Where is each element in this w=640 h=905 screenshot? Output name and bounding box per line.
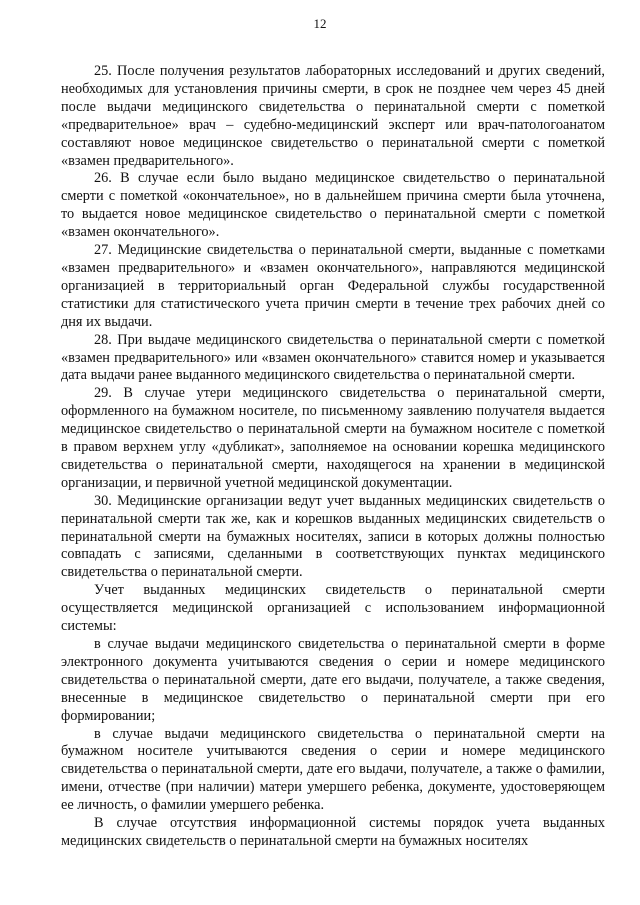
- paragraph-26: 26. В случае если было выдано медицинское свидетельство о перинатальной смерти с пометкой «окончательное», но в дальнейшем причина смерти была уточнена, то выдается новое медицинское свидетельство о перинатальной смерти с пометкой «взамен окончательного».: [61, 170, 605, 241]
- paragraph-no-system: В случае отсутствия информационной системы порядок учета выданных медицинских свидетельств о перинатальной смерти на бумажных носителях: [61, 815, 605, 849]
- page-number: 12: [313, 16, 327, 31]
- paragraph-28: 28. При выдаче медицинского свидетельства о перинатальной смерти с пометкой «взамен предварительного» или «взамен окончательного» ставится номер и указывается дата выдачи ранее выданного медицинского свидетельства о перинатальной смерти.: [61, 331, 605, 384]
- paragraph-27: 27. Медицинские свидетельства о перинатальной смерти, выданные с пометками «взамен предварительного» и «взамен окончательного», направляются медицинской организацией в территориальный орган Федеральной службы государственной статистики для статистического учета причин смерти в течение трех рабочих дней со дня их выдачи.: [61, 242, 605, 330]
- paragraph-29: 29. В случае утери медицинского свидетельства о перинатальной смерти, оформленного на бумажном носителе, по письменному заявлению получателя выдается медицинское свидетельство о перинатальной смерти на бумажном носителе с пометкой в правом верхнем углу «дубликат», заполняемое на основании корешка медицинского свидетельства о перинатальной смерти, находящегося на хранении в медицинской организации, и первичной учетной медицинской документации.: [61, 385, 605, 491]
- paragraph-30: 30. Медицинские организации ведут учет выданных медицинских свидетельств о перинатальной смерти так же, как и корешков выданных медицинских свидетельств о перинатальной смерти на бумажных носителях, записи в которых должны полностью совпадать с записями, сделанными в соответствующих пунктах медицинского свидетельства о перинатальной смерти.: [61, 492, 605, 581]
- paragraph-accounting-intro: Учет выданных медицинских свидетельств о перинатальной смерти осуществляется медицинской организацией с использованием информационной системы:: [61, 582, 605, 635]
- document-body: [61, 63, 605, 851]
- paragraph-electronic-form: в случае выдачи медицинского свидетельства о перинатальной смерти в форме электронного документа учитываются сведения о серии и номере медицинского свидетельства о перинатальной смерти, дате его выдачи, получателе, а также сведения, внесенные в медицинское свидетельство о перинатальной смерти при его формировании;: [61, 636, 605, 724]
- paragraph-25: 25. После получения результатов лабораторных исследований и других сведений, необходимых для установления причины смерти, в срок не позднее чем через 45 дней после выдачи медицинского свидетельства о перинатальной смерти с пометкой «предварительное» врач – судебно-медицинский эксперт или врач-патологоанатом составляют новое медицинское свидетельство о перинатальной смерти с пометкой «взамен предварительного».: [61, 63, 605, 169]
- paragraph-paper-form: в случае выдачи медицинского свидетельства о перинатальной смерти на бумажном носителе учитываются сведения о серии и номере медицинского свидетельства о перинатальной смерти, дате его выдачи, получателе, а также о фамилии, имени, отчестве (при наличии) матери умершего ребенка, документе, удостоверяющем ее личность, о фамилии умершего ребенка.: [61, 725, 605, 814]
